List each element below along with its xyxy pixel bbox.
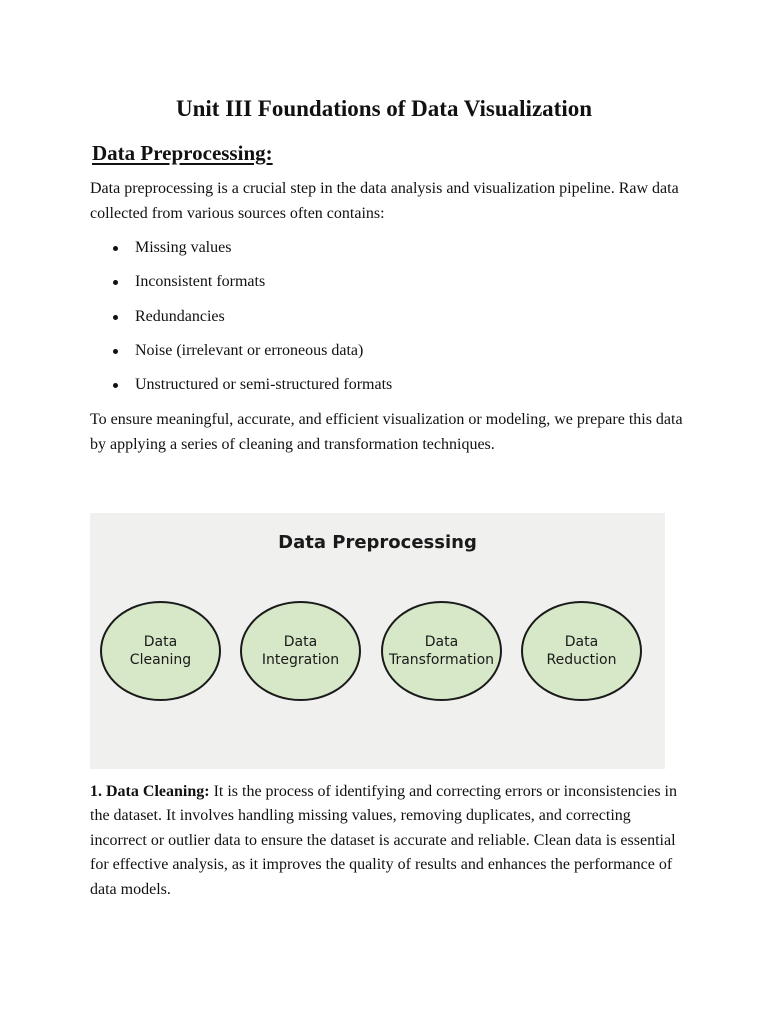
bullet-icon — [113, 383, 118, 388]
step-label-line2: Reduction — [546, 652, 617, 668]
bullet-icon — [113, 280, 118, 285]
step-data-integration — [240, 601, 361, 701]
step-label-line2: Integration — [261, 652, 340, 668]
step-label-line1: Data — [424, 634, 459, 650]
list-item-text: Redundancies — [135, 307, 225, 325]
list-item — [90, 305, 650, 339]
step-label-line1: Data — [564, 634, 599, 650]
step-data-cleaning — [100, 601, 221, 701]
data-cleaning-heading: 1. Data Cleaning: — [90, 783, 210, 800]
intro-paragraph: Data preprocessing is a crucial step in the data analysis and visualization pipeline. Raw data collected from various sources often contains: — [90, 180, 679, 222]
list-item — [90, 236, 650, 270]
data-cleaning-paragraph — [90, 780, 690, 902]
page-title: Unit III Foundations of Data Visualization — [176, 96, 592, 121]
list-item-text: Noise (irrelevant or erroneous data) — [135, 341, 364, 359]
list-item-text: Inconsistent formats — [135, 273, 266, 291]
data-cleaning-text: It is the process of identifying and correcting errors or inconsistencies in the dataset. It involves handling missing values, removing duplicates, and correcting incorrect or outlier data to ensure the dataset is accurate and reliable. Clean data is essential for effective analysis, as it improves the quality of results and enhances the performance of data models. — [90, 783, 677, 898]
step-data-transformation — [381, 601, 502, 701]
step-label-line1: Data — [283, 634, 318, 650]
list-item-text: Missing values — [135, 239, 232, 256]
diagram-title: Data Preprocessing — [278, 532, 477, 553]
step-label-line2: Cleaning — [129, 652, 192, 668]
list-item-text: Unstructured or semi-structured formats — [135, 376, 393, 394]
issues-list — [90, 236, 650, 407]
step-label-line2: Transformation — [388, 652, 495, 668]
step-label-line1: Data — [143, 634, 178, 650]
step-data-reduction — [521, 601, 642, 701]
bullet-icon — [113, 349, 118, 354]
outro-paragraph: To ensure meaningful, accurate, and efficient visualization or modeling, we prepare this data by applying a series of cleaning and transformation techniques. — [90, 411, 683, 453]
list-item — [90, 339, 650, 373]
preprocessing-diagram — [90, 513, 665, 769]
bullet-icon — [113, 315, 118, 320]
list-item — [90, 373, 650, 407]
list-item — [90, 270, 650, 304]
section-heading: Data Preprocessing: — [92, 141, 273, 165]
bullet-icon — [113, 246, 118, 251]
